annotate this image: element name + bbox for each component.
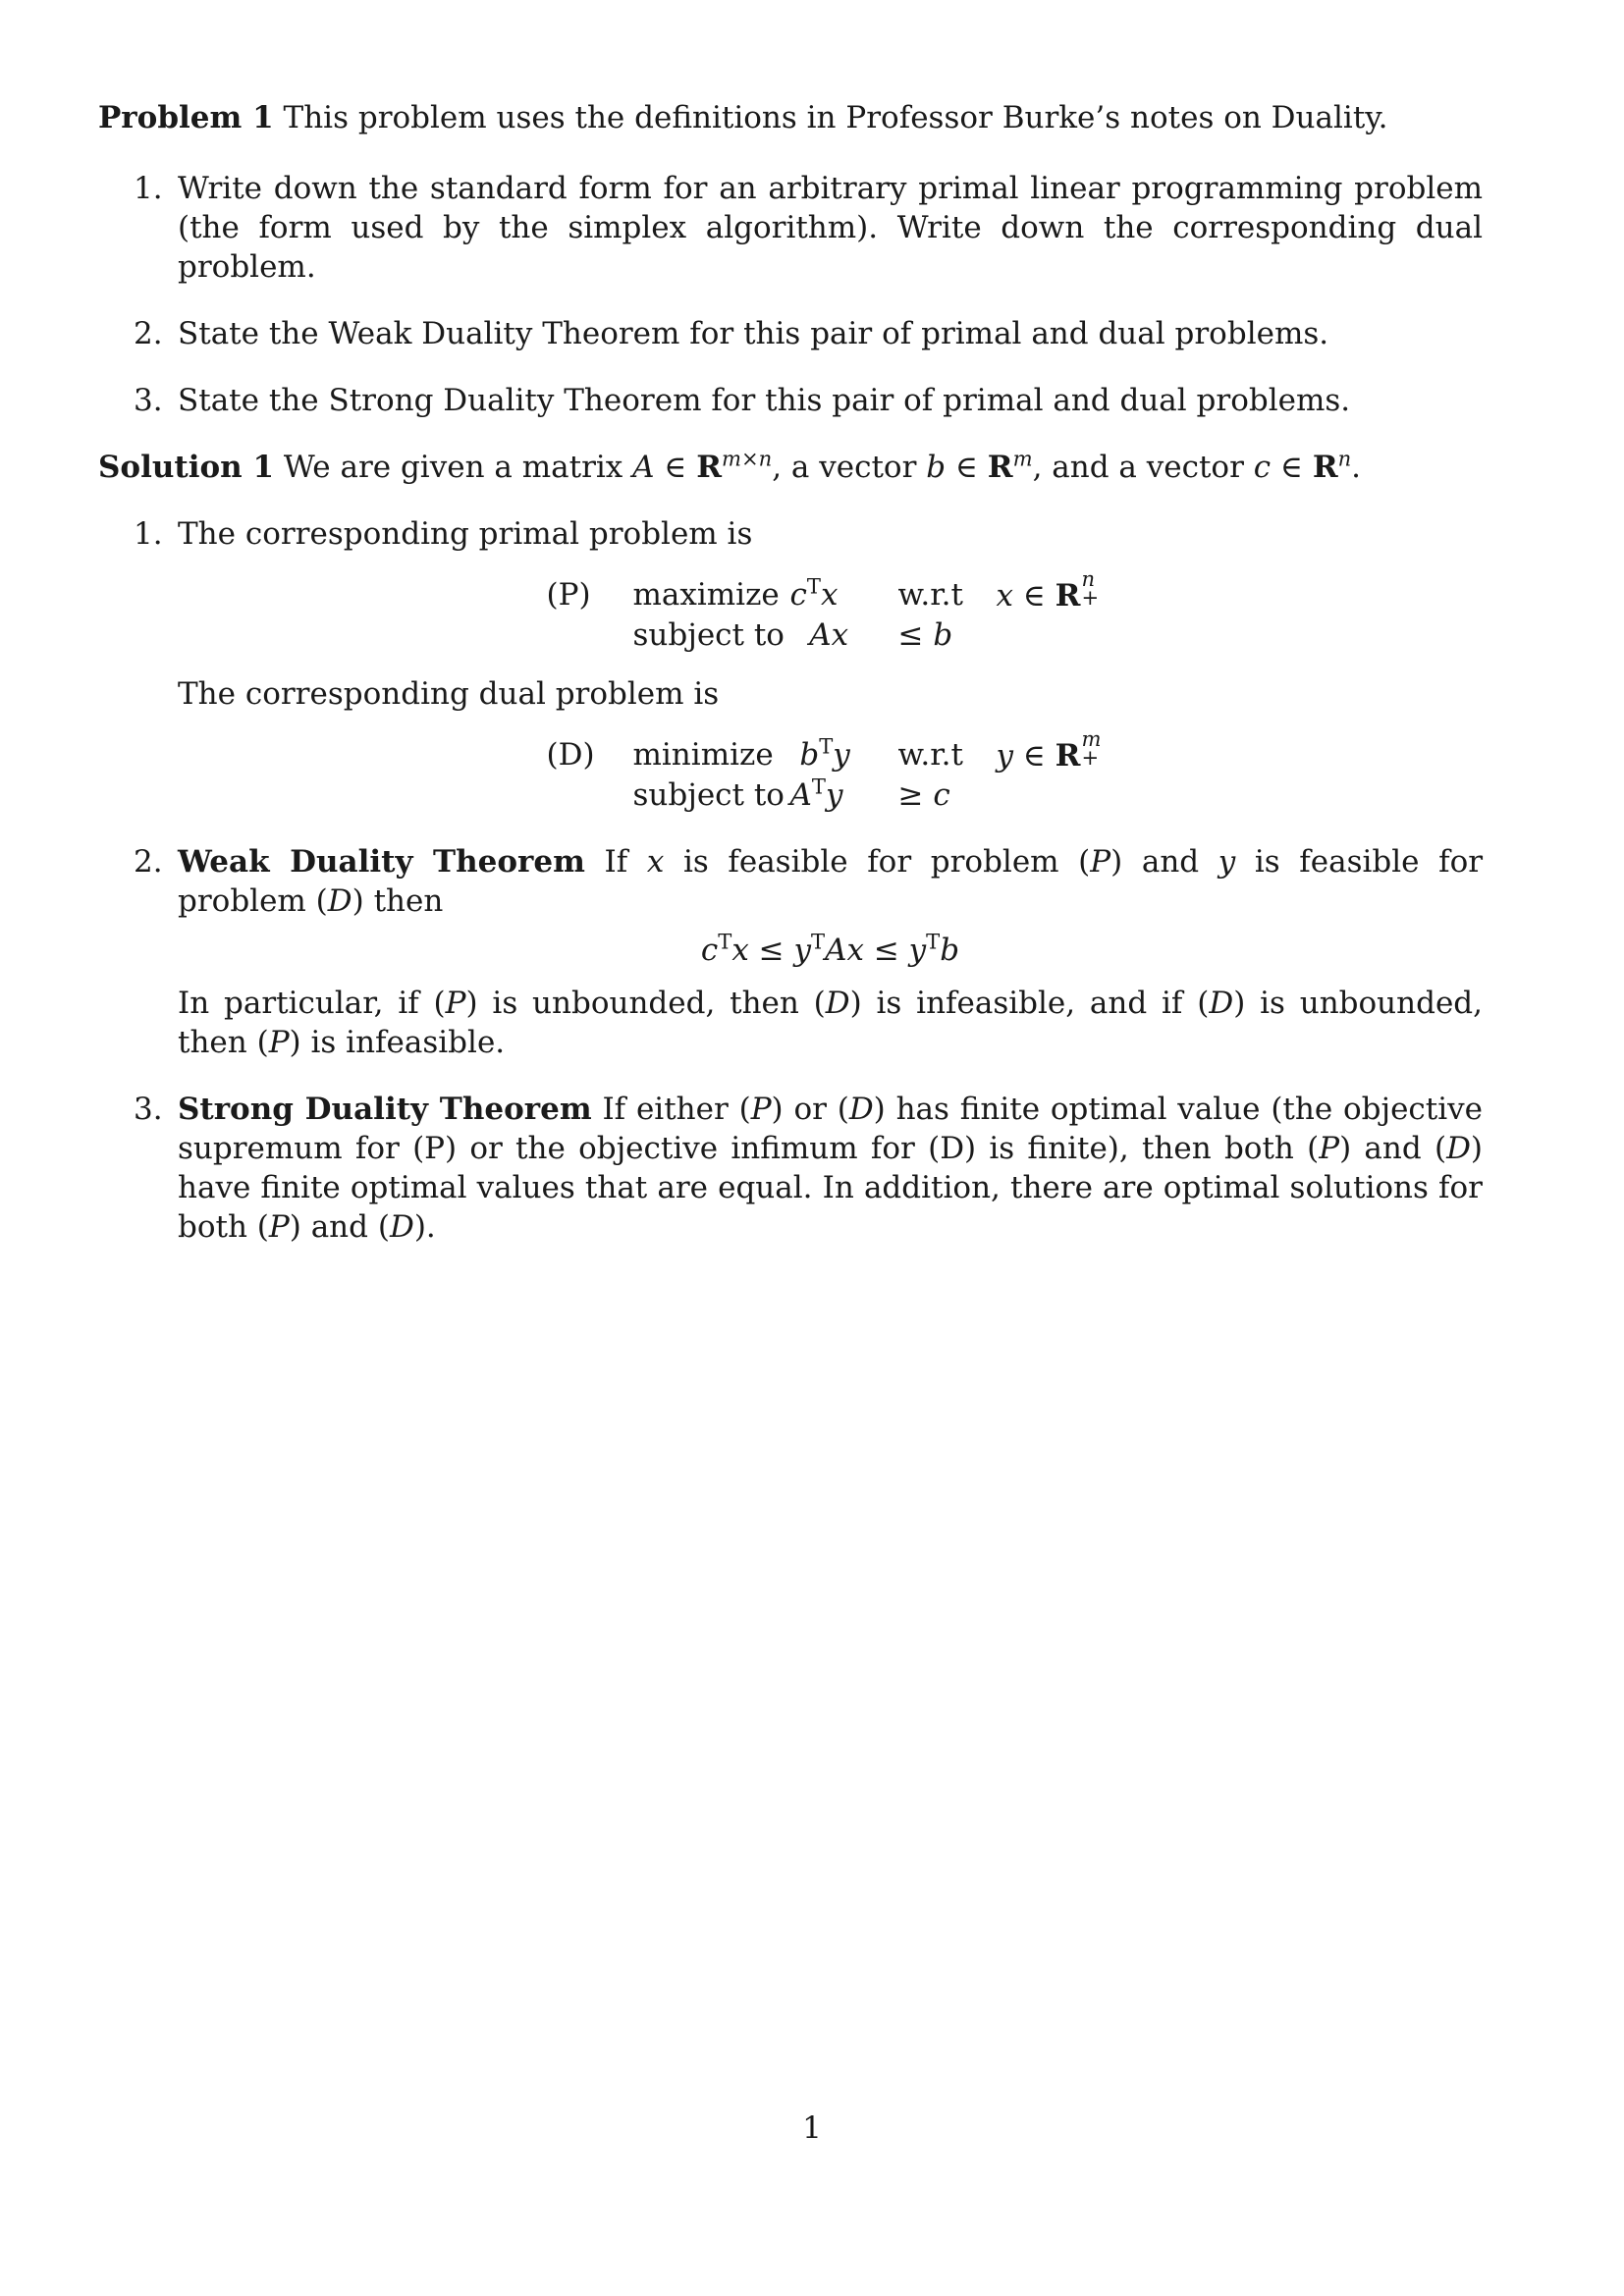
strong-text-g: . [425, 1209, 436, 1245]
problem-statement [98, 98, 1483, 137]
strong-text-a: If either [602, 1092, 729, 1127]
problem-heading: Problem 1 [98, 100, 274, 135]
item-number: 2. [134, 844, 163, 880]
primal-objective-keyword: maximize [632, 577, 780, 613]
problem-intro: This problem uses the definitions in Professor Burke’s notes on Duality. [283, 100, 1388, 135]
weak-follow-a: In particular, if [178, 986, 419, 1021]
item-text: Write down the standard form for an arbitrary primal linear programming problem (the form used by the simplex algorithm). Write down the corresponding dual problem. [178, 171, 1483, 285]
solution-intro-a: We are given a matrix [283, 450, 623, 485]
list-item [98, 1090, 1483, 1247]
primal-domain: x ∈ R n + [996, 565, 1100, 614]
primal-constraint-rhs: ≤ b [897, 617, 953, 653]
weak-follow-b: is unbounded, then [492, 986, 799, 1021]
primal-problem [178, 565, 1483, 655]
weak-follow-e: is infeasible. [310, 1025, 506, 1060]
dual-wrt: w.r.t [897, 737, 963, 773]
weak-text-b: is feasible for problem [682, 844, 1059, 880]
dual-intro: The corresponding dual problem is [178, 676, 720, 712]
problem-list [98, 169, 1483, 420]
strong-text-f: and [310, 1209, 368, 1245]
dual-objective-keyword: minimize [632, 737, 774, 773]
solution-list [98, 514, 1483, 1247]
list-item [98, 842, 1483, 1062]
item-number: 1. [134, 171, 163, 206]
strong-text-d: and [1364, 1131, 1422, 1166]
strong-text-e: have finite optimal values that are equal. In addition, there are optimal solutions for both [178, 1170, 1483, 1245]
strong-duality-statement: Strong Duality Theorem If either (P) or (D) has finite optimal value (the objective supremum for (P) or the objective infimum for (D) is finite), then both (P) and (D) have finite optimal values that are equal. In addition, there are optimal solutions for both (P) and (D). [178, 1092, 1484, 1245]
strong-text-b: or [793, 1092, 827, 1127]
weak-text-a: If [604, 844, 628, 880]
weak-text-d: is feasible for problem [178, 844, 1484, 919]
weak-duality-statement: Weak Duality Theorem If x is feasible for problem (P) and y is feasible for problem (D) then [178, 844, 1484, 919]
solution-intro-b: , a vector [772, 450, 917, 485]
dual-problem [178, 725, 1483, 815]
dual-objective: $b^Ty$ [799, 733, 850, 773]
list-item [98, 169, 1483, 287]
primal-constraint-keyword: subject to [632, 617, 785, 653]
list-item [98, 381, 1483, 420]
item-text: State the Weak Duality Theorem for this pair of primal and dual problems. [178, 316, 1329, 351]
list-item [98, 514, 1483, 815]
strong-duality-title: Strong Duality Theorem [178, 1092, 592, 1127]
dual-constraint-lhs: $A^Ty$ [789, 774, 843, 813]
dual-domain: y ∈ R m + [996, 725, 1102, 774]
page-number: 1 [802, 2110, 822, 2146]
primal-objective: $c^Tx$ [789, 573, 839, 613]
solution-intro-c: , and a vector [1032, 450, 1244, 485]
weak-follow-c: is infeasible, and if [876, 986, 1183, 1021]
item-number: 3. [134, 383, 163, 418]
primal-label: (P) [546, 577, 591, 613]
weak-follow-d: is unbounded, then [178, 986, 1483, 1060]
primal-intro: The corresponding primal problem is [178, 516, 753, 552]
solution-intro-d: . [1351, 450, 1362, 485]
weak-duality-consequence: In particular, if (P) is unbounded, then (D) is infeasible, and if (D) is unbounded, then (P) is infeasible. [178, 986, 1483, 1060]
solution-statement: Solution 1 We are given a matrix A ∈ $R^{m\times n}$, a vector b ∈ $R^m$, and a vector c ∈ $R^n$. [98, 446, 1362, 485]
list-item [98, 314, 1483, 353]
solution-heading: Solution 1 [98, 450, 275, 485]
weak-text-e: then [373, 883, 444, 919]
weak-duality-inequality: $c^Tx \le y^TAx \le y^Tb$ [700, 929, 960, 968]
primal-wrt: w.r.t [897, 577, 963, 613]
document-page [98, 98, 1483, 1274]
weak-text-c: and [1141, 844, 1200, 880]
primal-constraint-lhs: Ax [809, 617, 849, 653]
item-number: 1. [134, 516, 163, 552]
item-number: 3. [134, 1092, 163, 1127]
weak-duality-title: Weak Duality Theorem [178, 844, 585, 880]
dual-label: (D) [546, 737, 595, 773]
dual-constraint-rhs: ≥ c [897, 777, 950, 813]
item-text: State the Strong Duality Theorem for this pair of primal and dual problems. [178, 383, 1351, 418]
dual-constraint-keyword: subject to [632, 777, 785, 813]
strong-text-c: has finite optimal value (the objective supremum for (P) or the objective infimum for (D) is finite), then both [178, 1092, 1484, 1166]
item-number: 2. [134, 316, 163, 351]
